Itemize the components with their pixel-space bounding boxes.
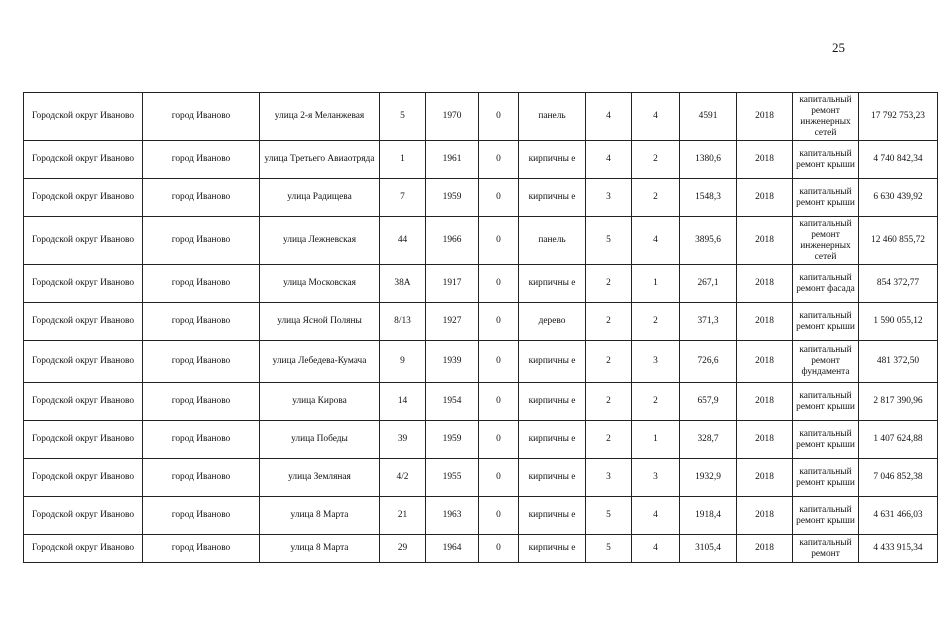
work-type-cell: капитальный ремонт инженерных сетей <box>793 217 859 265</box>
build-year-cell: 1966 <box>426 217 479 265</box>
build-year-cell: 1954 <box>426 383 479 421</box>
work-type-cell: капитальный ремонт <box>793 535 859 563</box>
area-cell: 657,9 <box>680 383 737 421</box>
district-cell: Городской округ Иваново <box>24 459 143 497</box>
work-type-cell: капитальный ремонт крыши <box>793 303 859 341</box>
work-type-cell: капитальный ремонт крыши <box>793 179 859 217</box>
table-row <box>24 383 938 421</box>
cost-cell: 12 460 855,72 <box>859 217 938 265</box>
city-cell: город Иваново <box>143 265 260 303</box>
area-cell: 1918,4 <box>680 497 737 535</box>
cost-cell: 1 590 055,12 <box>859 303 938 341</box>
cost-cell: 4 433 915,34 <box>859 535 938 563</box>
floors-cell: 5 <box>586 217 632 265</box>
table-row <box>24 93 938 141</box>
table-row <box>24 265 938 303</box>
table-row <box>24 535 938 563</box>
build-year-cell: 1955 <box>426 459 479 497</box>
work-type-cell: капитальный ремонт инженерных сетей <box>793 93 859 141</box>
table-row <box>24 341 938 383</box>
city-cell: город Иваново <box>143 217 260 265</box>
district-cell: Городской округ Иваново <box>24 383 143 421</box>
entrances-cell: 4 <box>632 535 680 563</box>
build-year-cell: 1959 <box>426 421 479 459</box>
area-cell: 371,3 <box>680 303 737 341</box>
house-number-cell: 5 <box>380 93 426 141</box>
zero-cell: 0 <box>479 93 519 141</box>
cost-cell: 4 631 466,03 <box>859 497 938 535</box>
street-cell: улица Третьего Авиаотряда <box>260 141 380 179</box>
entrances-cell: 4 <box>632 497 680 535</box>
street-cell: улица Радищева <box>260 179 380 217</box>
wall-material-cell: кирпичны е <box>519 141 586 179</box>
area-cell: 1380,6 <box>680 141 737 179</box>
house-number-cell: 1 <box>380 141 426 179</box>
work-type-cell: капитальный ремонт крыши <box>793 141 859 179</box>
city-cell: город Иваново <box>143 341 260 383</box>
district-cell: Городской округ Иваново <box>24 535 143 563</box>
area-cell: 1548,3 <box>680 179 737 217</box>
zero-cell: 0 <box>479 303 519 341</box>
plan-year-cell: 2018 <box>737 341 793 383</box>
street-cell: улица Лежневская <box>260 217 380 265</box>
entrances-cell: 4 <box>632 93 680 141</box>
street-cell: улица Ясной Поляны <box>260 303 380 341</box>
table-row <box>24 421 938 459</box>
cost-cell: 1 407 624,88 <box>859 421 938 459</box>
work-type-cell: капитальный ремонт фасада <box>793 265 859 303</box>
city-cell: город Иваново <box>143 303 260 341</box>
plan-year-cell: 2018 <box>737 303 793 341</box>
floors-cell: 5 <box>586 535 632 563</box>
plan-year-cell: 2018 <box>737 535 793 563</box>
city-cell: город Иваново <box>143 383 260 421</box>
wall-material-cell: кирпичны е <box>519 421 586 459</box>
street-cell: улица 2-я Меланжевая <box>260 93 380 141</box>
city-cell: город Иваново <box>143 535 260 563</box>
city-cell: город Иваново <box>143 179 260 217</box>
entrances-cell: 1 <box>632 265 680 303</box>
plan-year-cell: 2018 <box>737 179 793 217</box>
district-cell: Городской округ Иваново <box>24 341 143 383</box>
zero-cell: 0 <box>479 535 519 563</box>
build-year-cell: 1963 <box>426 497 479 535</box>
table-row <box>24 303 938 341</box>
street-cell: улица 8 Марта <box>260 497 380 535</box>
table-row <box>24 141 938 179</box>
area-cell: 328,7 <box>680 421 737 459</box>
table-body <box>24 93 938 563</box>
zero-cell: 0 <box>479 265 519 303</box>
zero-cell: 0 <box>479 141 519 179</box>
cost-cell: 7 046 852,38 <box>859 459 938 497</box>
entrances-cell: 2 <box>632 141 680 179</box>
plan-year-cell: 2018 <box>737 141 793 179</box>
area-cell: 3895,6 <box>680 217 737 265</box>
floors-cell: 3 <box>586 459 632 497</box>
cost-cell: 481 372,50 <box>859 341 938 383</box>
cost-cell: 854 372,77 <box>859 265 938 303</box>
build-year-cell: 1961 <box>426 141 479 179</box>
work-type-cell: капитальный ремонт крыши <box>793 497 859 535</box>
district-cell: Городской округ Иваново <box>24 497 143 535</box>
floors-cell: 2 <box>586 421 632 459</box>
zero-cell: 0 <box>479 179 519 217</box>
wall-material-cell: кирпичны е <box>519 535 586 563</box>
wall-material-cell: панель <box>519 217 586 265</box>
wall-material-cell: кирпичны е <box>519 459 586 497</box>
plan-year-cell: 2018 <box>737 497 793 535</box>
district-cell: Городской округ Иваново <box>24 421 143 459</box>
wall-material-cell: кирпичны е <box>519 497 586 535</box>
house-number-cell: 4/2 <box>380 459 426 497</box>
work-type-cell: капитальный ремонт крыши <box>793 383 859 421</box>
zero-cell: 0 <box>479 341 519 383</box>
floors-cell: 2 <box>586 383 632 421</box>
zero-cell: 0 <box>479 217 519 265</box>
cost-cell: 17 792 753,23 <box>859 93 938 141</box>
house-number-cell: 44 <box>380 217 426 265</box>
district-cell: Городской округ Иваново <box>24 303 143 341</box>
district-cell: Городской округ Иваново <box>24 141 143 179</box>
floors-cell: 2 <box>586 341 632 383</box>
build-year-cell: 1964 <box>426 535 479 563</box>
city-cell: город Иваново <box>143 459 260 497</box>
district-cell: Городской округ Иваново <box>24 93 143 141</box>
floors-cell: 4 <box>586 93 632 141</box>
wall-material-cell: панель <box>519 93 586 141</box>
district-cell: Городской округ Иваново <box>24 179 143 217</box>
entrances-cell: 3 <box>632 341 680 383</box>
district-cell: Городской округ Иваново <box>24 217 143 265</box>
zero-cell: 0 <box>479 383 519 421</box>
floors-cell: 3 <box>586 179 632 217</box>
area-cell: 1932,9 <box>680 459 737 497</box>
area-cell: 4591 <box>680 93 737 141</box>
street-cell: улица Земляная <box>260 459 380 497</box>
house-number-cell: 38А <box>380 265 426 303</box>
area-cell: 3105,4 <box>680 535 737 563</box>
page-number: 25 <box>832 40 845 55</box>
house-number-cell: 9 <box>380 341 426 383</box>
plan-year-cell: 2018 <box>737 383 793 421</box>
plan-year-cell: 2018 <box>737 265 793 303</box>
build-year-cell: 1917 <box>426 265 479 303</box>
build-year-cell: 1959 <box>426 179 479 217</box>
wall-material-cell: кирпичны е <box>519 341 586 383</box>
city-cell: город Иваново <box>143 141 260 179</box>
table-row <box>24 459 938 497</box>
work-type-cell: капитальный ремонт крыши <box>793 421 859 459</box>
build-year-cell: 1927 <box>426 303 479 341</box>
entrances-cell: 2 <box>632 179 680 217</box>
floors-cell: 5 <box>586 497 632 535</box>
street-cell: улица Лебедева-Кумача <box>260 341 380 383</box>
work-type-cell: капитальный ремонт крыши <box>793 459 859 497</box>
plan-year-cell: 2018 <box>737 93 793 141</box>
table-row <box>24 217 938 265</box>
floors-cell: 2 <box>586 303 632 341</box>
house-number-cell: 14 <box>380 383 426 421</box>
build-year-cell: 1939 <box>426 341 479 383</box>
house-number-cell: 21 <box>380 497 426 535</box>
plan-year-cell: 2018 <box>737 459 793 497</box>
wall-material-cell: дерево <box>519 303 586 341</box>
street-cell: улица Победы <box>260 421 380 459</box>
street-cell: улица 8 Марта <box>260 535 380 563</box>
city-cell: город Иваново <box>143 421 260 459</box>
wall-material-cell: кирпичны е <box>519 383 586 421</box>
city-cell: город Иваново <box>143 497 260 535</box>
entrances-cell: 3 <box>632 459 680 497</box>
entrances-cell: 2 <box>632 383 680 421</box>
entrances-cell: 2 <box>632 303 680 341</box>
house-number-cell: 8/13 <box>380 303 426 341</box>
cost-cell: 4 740 842,34 <box>859 141 938 179</box>
build-year-cell: 1970 <box>426 93 479 141</box>
zero-cell: 0 <box>479 497 519 535</box>
zero-cell: 0 <box>479 459 519 497</box>
house-number-cell: 29 <box>380 535 426 563</box>
plan-year-cell: 2018 <box>737 421 793 459</box>
house-number-cell: 39 <box>380 421 426 459</box>
plan-year-cell: 2018 <box>737 217 793 265</box>
floors-cell: 4 <box>586 141 632 179</box>
entrances-cell: 1 <box>632 421 680 459</box>
work-type-cell: капитальный ремонт фундамента <box>793 341 859 383</box>
house-number-cell: 7 <box>380 179 426 217</box>
street-cell: улица Московская <box>260 265 380 303</box>
zero-cell: 0 <box>479 421 519 459</box>
city-cell: город Иваново <box>143 93 260 141</box>
floors-cell: 2 <box>586 265 632 303</box>
wall-material-cell: кирпичны е <box>519 179 586 217</box>
table-row <box>24 497 938 535</box>
cost-cell: 2 817 390,96 <box>859 383 938 421</box>
repair-registry-table <box>23 92 938 563</box>
area-cell: 267,1 <box>680 265 737 303</box>
district-cell: Городской округ Иваново <box>24 265 143 303</box>
street-cell: улица Кирова <box>260 383 380 421</box>
wall-material-cell: кирпичны е <box>519 265 586 303</box>
entrances-cell: 4 <box>632 217 680 265</box>
cost-cell: 6 630 439,92 <box>859 179 938 217</box>
table-row <box>24 179 938 217</box>
area-cell: 726,6 <box>680 341 737 383</box>
